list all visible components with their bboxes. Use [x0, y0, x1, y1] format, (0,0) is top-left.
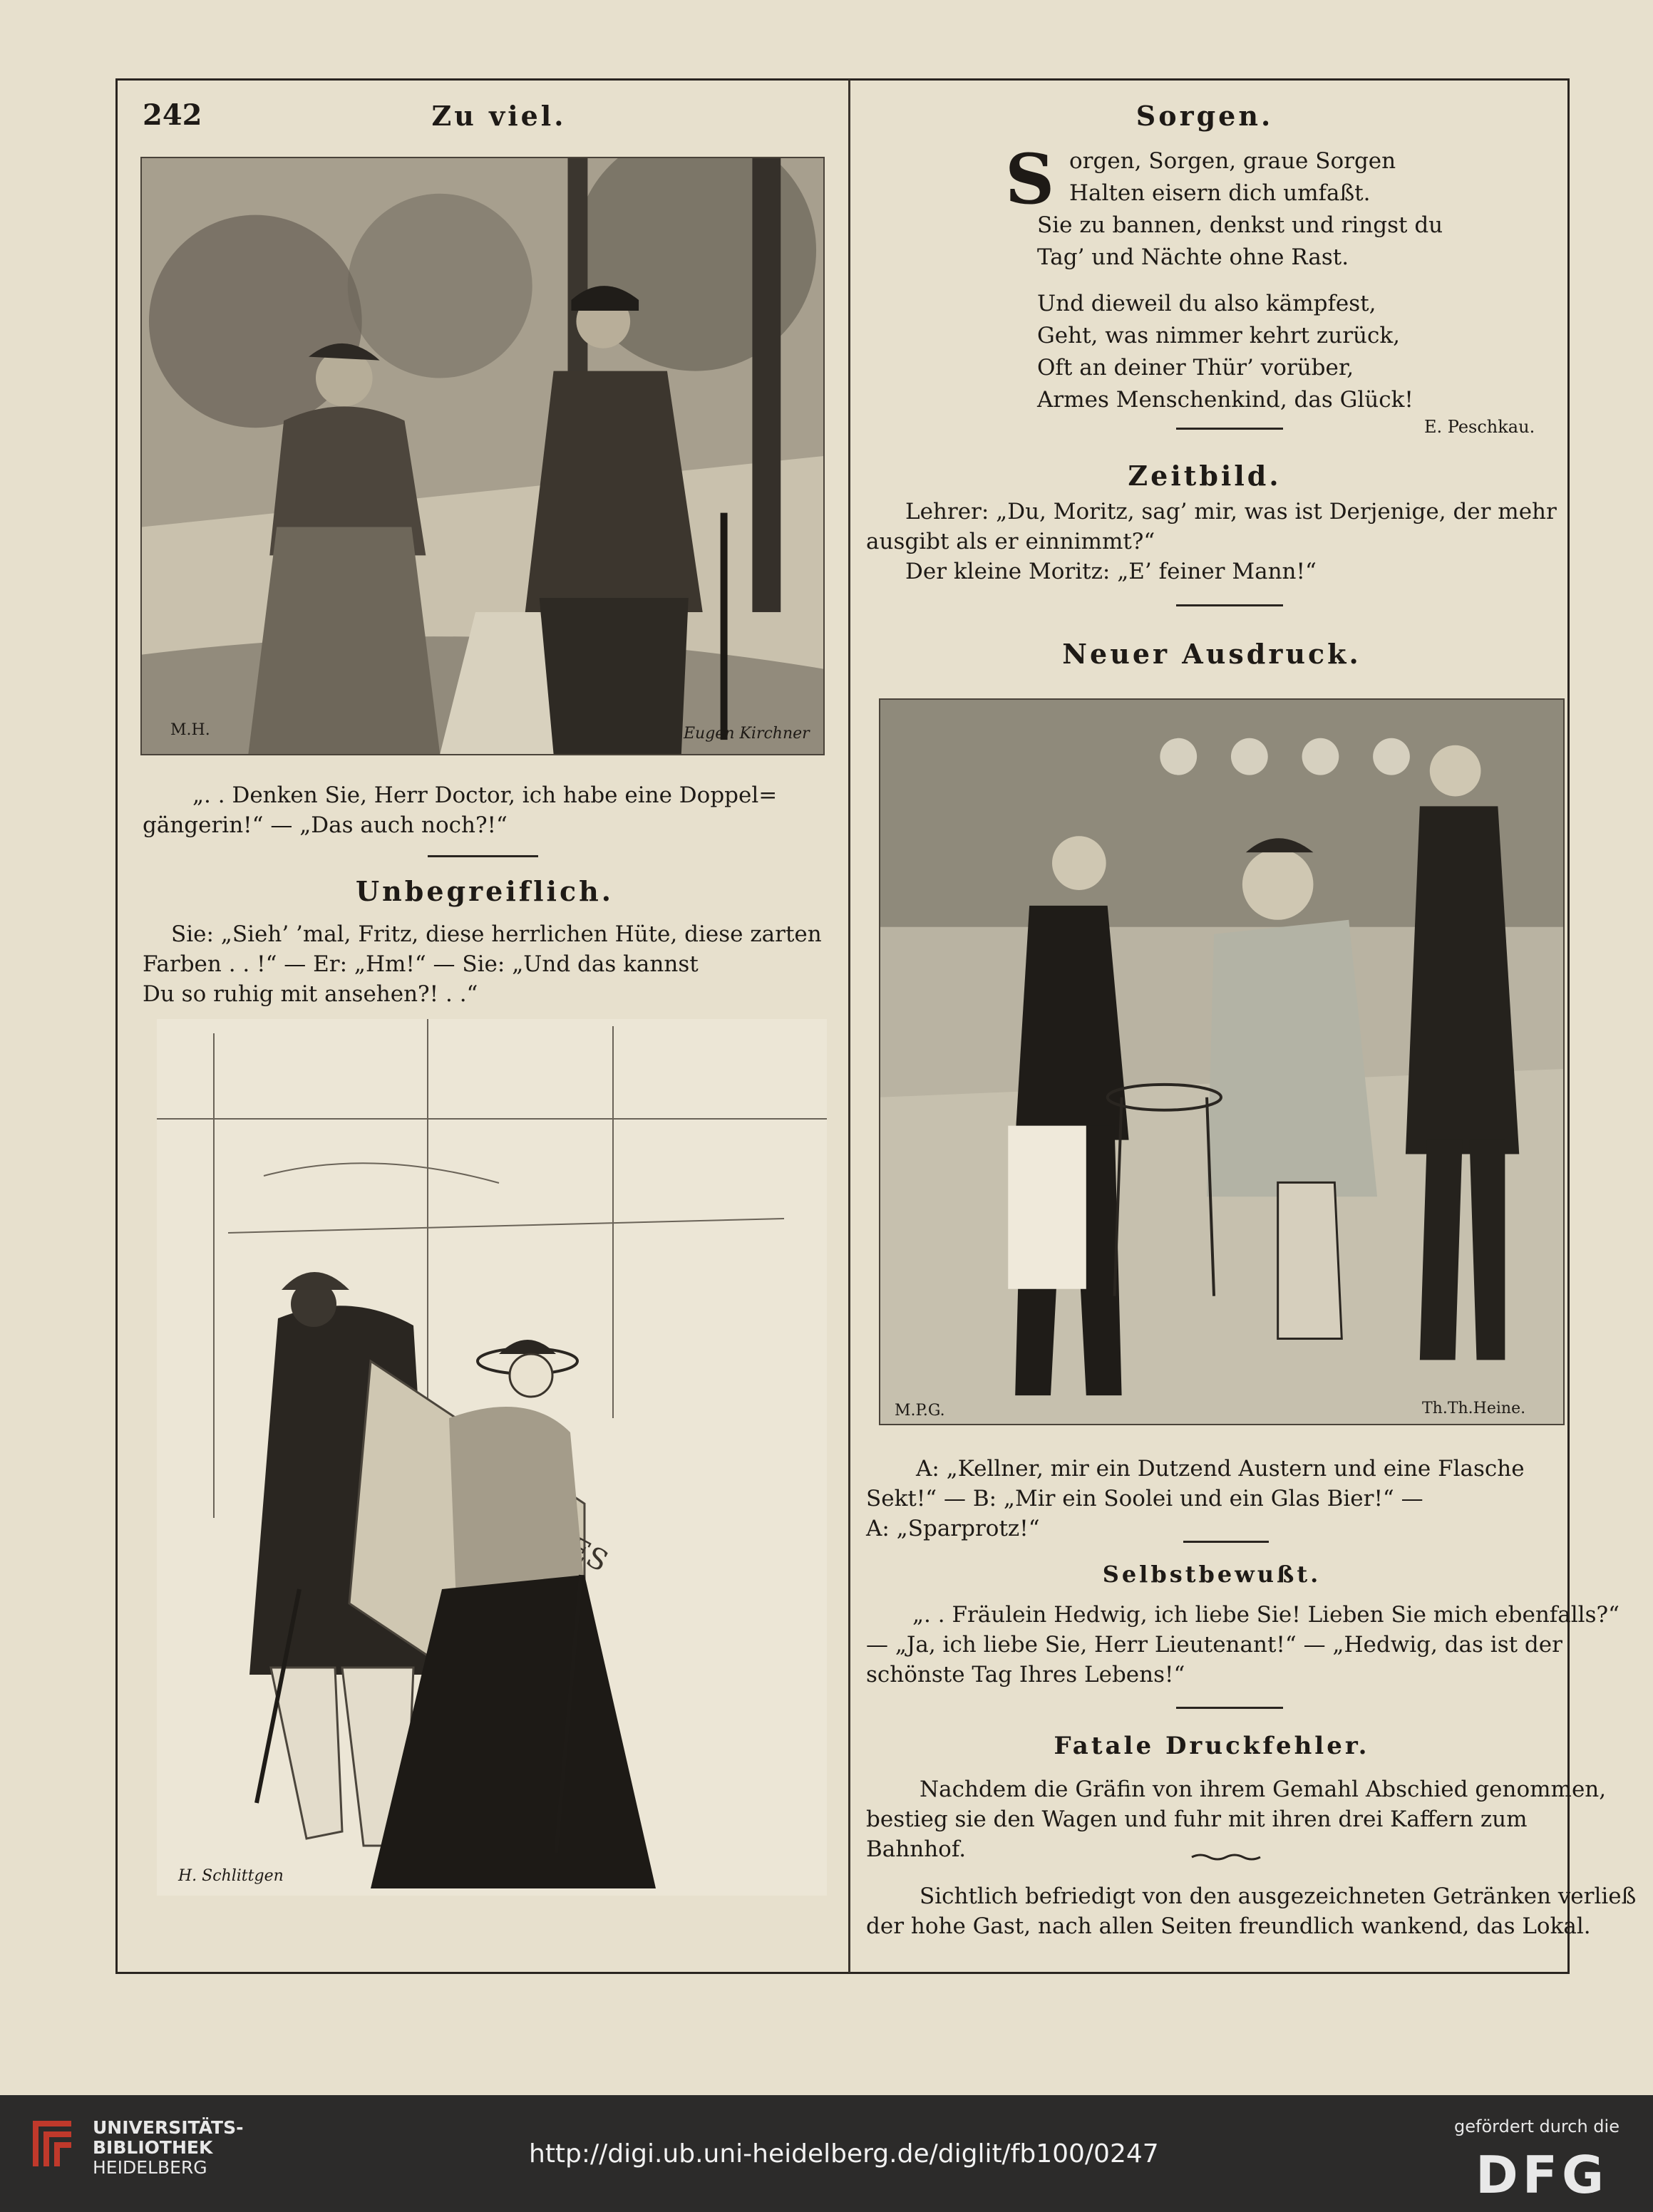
poem-line-7: Oft an deiner Thür’ vorüber, — [1037, 355, 1354, 381]
story-title-selbstbewusst: Selbstbewußt. — [1102, 1561, 1322, 1588]
restaurant-signature: Th.Th.Heine. — [1422, 1400, 1526, 1417]
caption-line-1: „. . Denken Sie, Herr Doctor, ich habe eine Doppel= — [192, 782, 778, 808]
poem-line-1: orgen, Sorgen, graue Sorgen — [1069, 148, 1396, 174]
restaurant-initials: M.P.G. — [895, 1402, 945, 1420]
shop-window-drawing — [157, 1019, 827, 1896]
decorative-initial: S — [1005, 139, 1055, 219]
poem-line-4: Tag’ und Nächte ohne Rast. — [1037, 244, 1349, 270]
selbstbewusst-line-2: — „Ja, ich liebe Sie, Herr Lieutenant!“ — „Hedwig, das ist der — [866, 1632, 1562, 1658]
library-name-line-1: UNIVERSITÄTS- — [93, 2117, 244, 2138]
funding-note: gefördert durch die — [1454, 2117, 1619, 2136]
druckfehler-p1-line-3: Bahnhof. — [866, 1836, 967, 1862]
druckfehler-p1-line-1: Nachdem die Gräfin von ihrem Gemahl Abschied genommen, — [920, 1777, 1607, 1802]
unbegreiflich-line-3: Du so ruhig mit ansehen?! . .“ — [143, 981, 478, 1007]
library-name-line-3: HEIDELBERG — [93, 2157, 207, 2178]
neuer-ausdruck-line-3: A: „Sparprotz!“ — [866, 1516, 1040, 1541]
unbegreiflich-line-2: Farben . . !“ — Er: „Hm!“ — Sie: „Und das kannst — [143, 951, 699, 977]
druckfehler-p2-line-1: Sichtlich befriedigt von den ausgezeichneten Getränken verließ — [920, 1883, 1637, 1909]
library-name-line-2: BIBLIOTHEK — [93, 2137, 213, 2158]
selbstbewusst-line-3: schönste Tag Ihres Lebens!“ — [866, 1662, 1185, 1688]
poem-line-8: Armes Menschenkind, das Glück! — [1037, 387, 1413, 413]
caption-line-2: gängerin!“ — „Das auch noch?!“ — [143, 812, 508, 838]
druckfehler-p2-line-2: der hohe Gast, nach allen Seiten freundlich wankend, das Lokal. — [866, 1913, 1591, 1939]
zeitbild-line-2: ausgibt als er einnimmt?“ — [866, 529, 1155, 554]
column-divider — [848, 80, 850, 1973]
story-title-zeitbild: Zeitbild. — [1128, 460, 1282, 492]
illustration-restaurant — [879, 698, 1565, 1425]
separator-rule — [1176, 604, 1283, 606]
druckfehler-p1-line-2: bestieg sie den Wagen und fuhr mit ihren drei Kaffern zum — [866, 1807, 1528, 1832]
illustration-shop-window — [157, 1019, 827, 1896]
zeitbild-line-1: Lehrer: „Du, Moritz, sag’ mir, was ist Derjenige, der mehr — [905, 499, 1557, 524]
separator-rule — [1176, 428, 1283, 430]
unbegreiflich-line-1: Sie: „Sieh’ ’mal, Fritz, diese herrlichen Hüte, diese zarten — [171, 921, 822, 947]
poem-line-3: Sie zu bannen, denkst und ringst du — [1037, 212, 1443, 238]
story-title-neuer-ausdruck: Neuer Ausdruck. — [1062, 638, 1361, 670]
poem-line-6: Geht, was nimmer kehrt zurück, — [1037, 323, 1401, 348]
story-title-zu-viel: Zu viel. — [431, 100, 567, 132]
poem-line-2: Halten eisern dich umfaßt. — [1069, 180, 1371, 206]
neuer-ausdruck-line-1: A: „Kellner, mir ein Dutzend Austern und eine Flasche — [916, 1456, 1525, 1482]
illustration-initials: M.H. — [170, 721, 210, 739]
page-number: 242 — [143, 98, 202, 132]
shop-illustration-signature: H. Schlittgen — [178, 1867, 284, 1885]
poem-author: E. Peschkau. — [1424, 417, 1535, 437]
illustration-park-couple — [140, 157, 825, 755]
zeitbild-line-3: Der kleine Moritz: „E’ feiner Mann!“ — [905, 559, 1317, 584]
dfg-logo: DFG — [1476, 2145, 1609, 2205]
permalink-url[interactable]: http://digi.ub.uni-heidelberg.de/diglit/fb100/0247 — [529, 2139, 1159, 2169]
park-couple-drawing — [142, 158, 823, 754]
selbstbewusst-line-1: „. . Fräulein Hedwig, ich liebe Sie! Lieben Sie mich ebenfalls?“ — [912, 1602, 1619, 1628]
story-title-fatale-druckfehler: Fatale Druckfehler. — [1054, 1732, 1370, 1760]
tilde-ornament — [1190, 1851, 1262, 1863]
library-logo-icon — [29, 2109, 82, 2181]
separator-rule — [1176, 1707, 1283, 1709]
poem-line-5: Und dieweil du also kämpfest, — [1037, 291, 1376, 316]
separator-rule — [428, 855, 538, 857]
poem-title-sorgen: Sorgen. — [1136, 100, 1274, 132]
separator-rule — [1183, 1541, 1269, 1543]
restaurant-drawing — [880, 700, 1563, 1424]
illustration-signature: Eugen Kirchner — [684, 725, 810, 743]
story-title-unbegreiflich: Unbegreiflich. — [356, 875, 614, 907]
neuer-ausdruck-line-2: Sekt!“ — B: „Mir ein Soolei und ein Glas Bier!“ — — [866, 1486, 1423, 1511]
viewer-footer — [0, 2095, 1653, 2212]
